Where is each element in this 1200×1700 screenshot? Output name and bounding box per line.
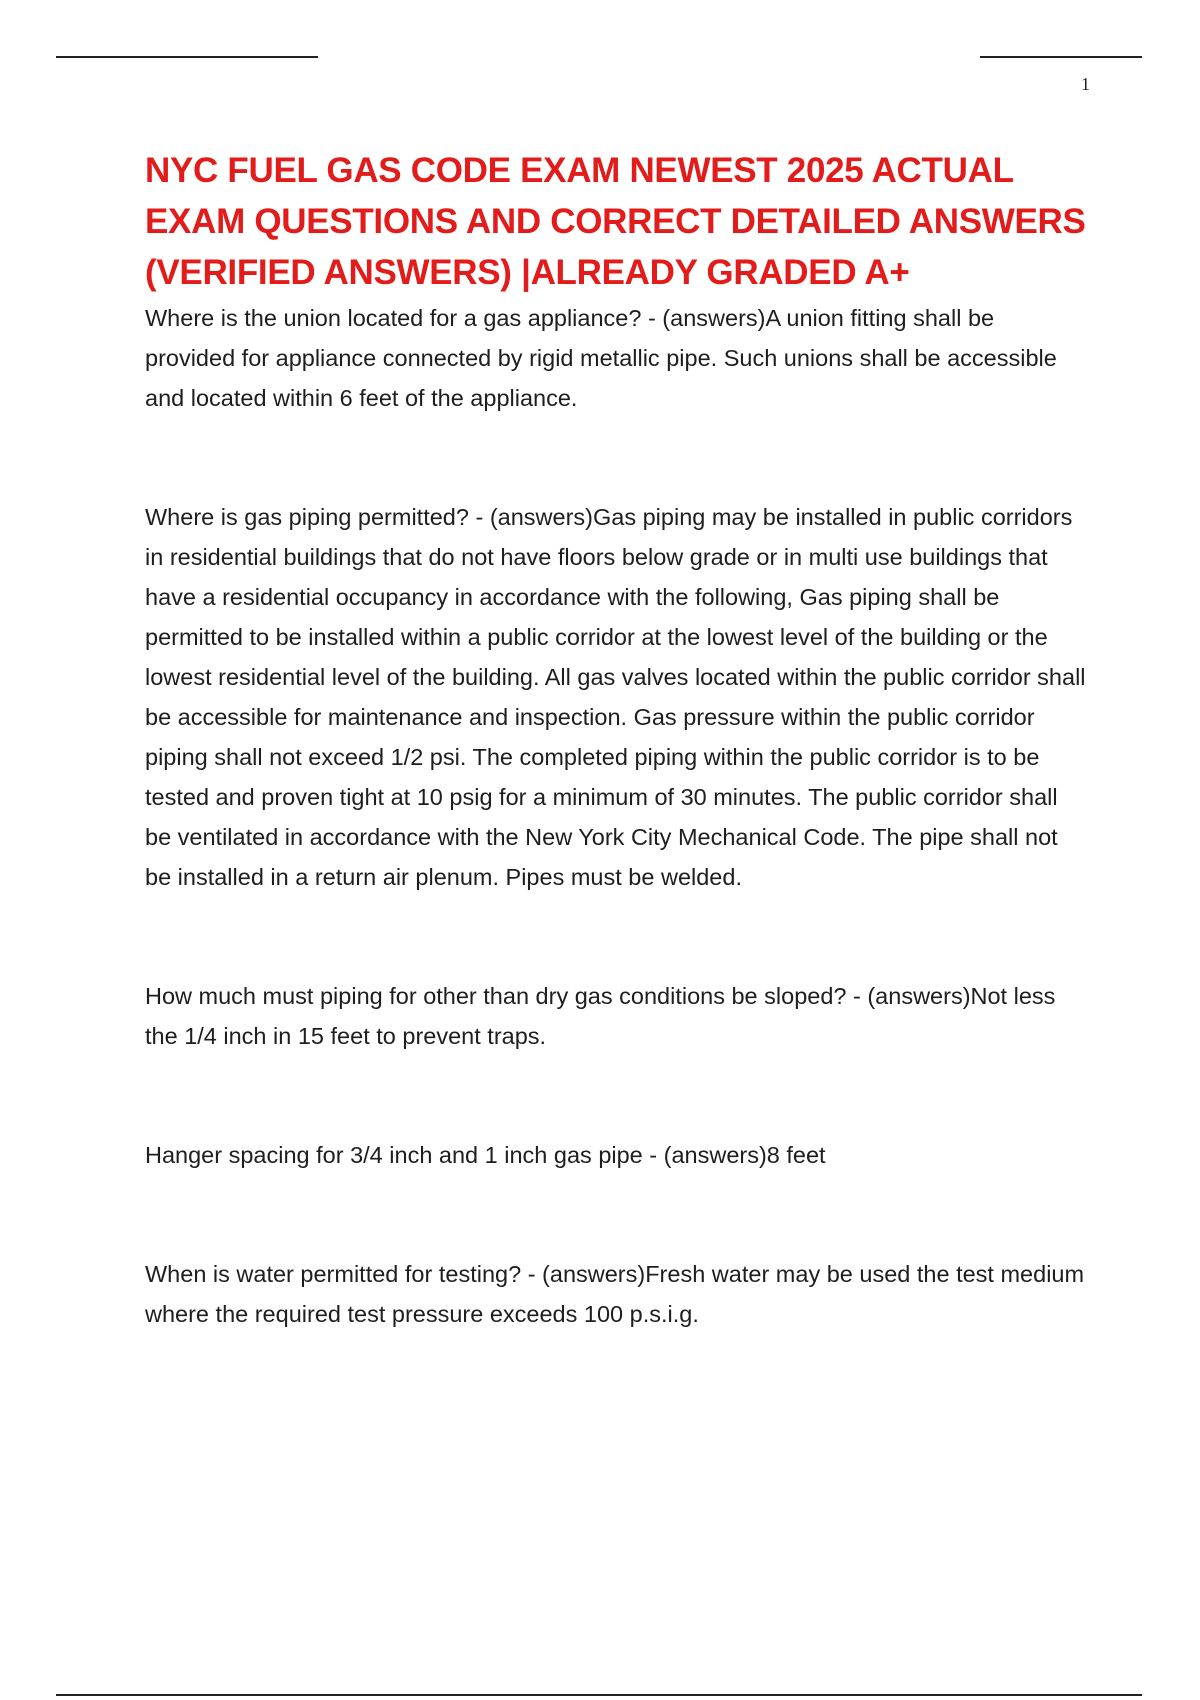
qa-item: When is water permitted for testing? - (answers)Fresh water may be used the test medium where the required test pressure exceeds 100 p.s.i.g. <box>145 1261 1085 1327</box>
qa-item: Where is the union located for a gas appliance? - (answers)A union fitting shall be provided for appliance connected by rigid metallic pipe. Such unions shall be accessible and located within 6 feet of the appliance. <box>145 305 1057 411</box>
document-body <box>145 145 1090 1334</box>
document-title: NYC FUEL GAS CODE EXAM NEWEST 2025 ACTUAL EXAM QUESTIONS AND CORRECT DETAILED ANSWERS (VERIFIED ANSWERS) |ALREADY GRADED A+ <box>145 151 1086 292</box>
header-rule-left <box>56 56 318 58</box>
qa-item: Hanger spacing for 3/4 inch and 1 inch gas pipe - (answers)8 feet <box>145 1142 826 1168</box>
qa-item: Where is gas piping permitted? - (answers)Gas piping may be installed in public corridors in residential buildings that do not have floors below grade or in multi use buildings that have a residential occupancy in accordance with the following, Gas piping shall be permitted to be installed within a public corridor at the lowest level of the building or the lowest residential level of the building. All gas valves located within the public corridor shall be accessible for maintenance and inspection. Gas pressure within the public corridor piping shall not exceed 1/2 psi. The completed piping within the public corridor is to be tested and proven tight at 10 psig for a minimum of 30 minutes. The public corridor shall be ventilated in accordance with the New York City Mechanical Code. The pipe shall not be installed in a return air plenum. Pipes must be welded. <box>145 504 1086 890</box>
header-rule-right <box>980 56 1142 58</box>
footer-rule <box>56 1694 1142 1696</box>
qa-item: How much must piping for other than dry gas conditions be sloped? - (answers)Not less the 1/4 inch in 15 feet to prevent traps. <box>145 983 1056 1049</box>
page-number: 1 <box>1081 74 1090 94</box>
